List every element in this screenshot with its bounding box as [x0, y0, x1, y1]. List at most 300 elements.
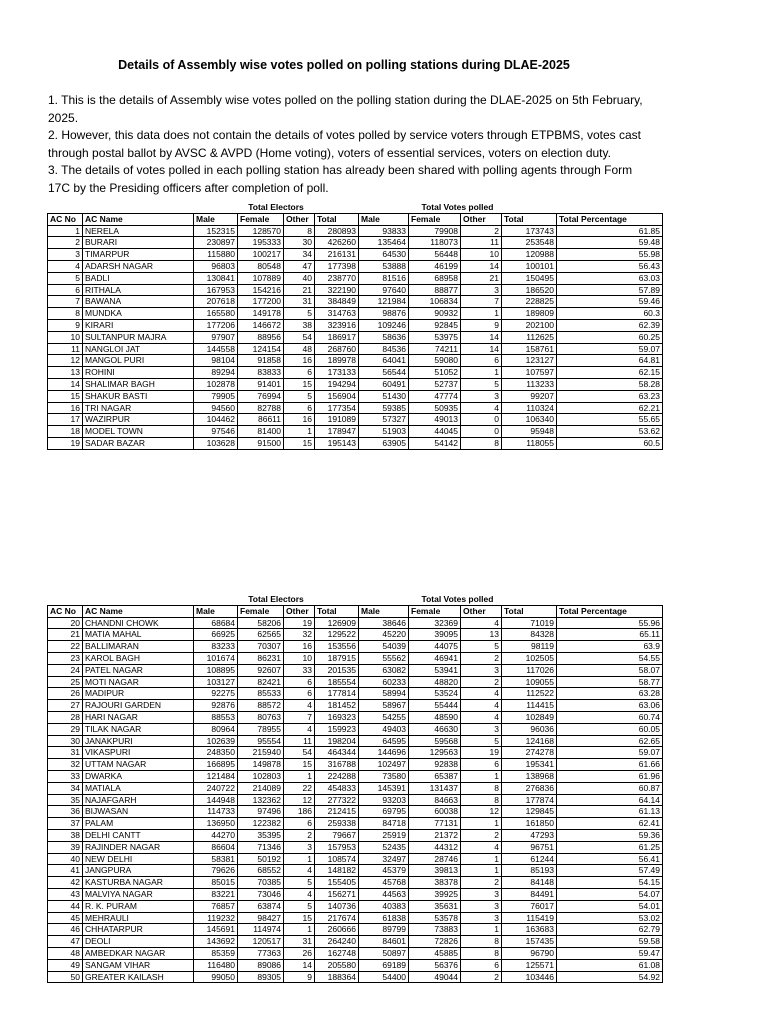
cell-votes-male: 84601: [359, 936, 409, 948]
cell-electors-total: 177814: [315, 688, 359, 700]
cell-votes-other: 2: [461, 971, 502, 983]
table-row: [48, 841, 663, 853]
cell-ac-no: 11: [48, 343, 83, 355]
table-row: [48, 641, 663, 653]
cell-votes-male: 40383: [359, 900, 409, 912]
cell-votes-male: 45379: [359, 865, 409, 877]
cell-votes-female: 92838: [409, 759, 461, 771]
table-row: [48, 367, 663, 379]
cell-votes-male: 109246: [359, 319, 409, 331]
cell-ac-no: 28: [48, 711, 83, 723]
group-header-votes: Total Votes polled: [359, 202, 557, 213]
cell-votes-male: 25919: [359, 829, 409, 841]
cell-total-percentage: 56.41: [557, 853, 663, 865]
note-3: 3. The details of votes polled in each polling station has already been shared with polling agents through Form 17C by the Presiding officers after completion of poll.: [48, 163, 633, 195]
cell-ac-no: 2: [48, 237, 83, 249]
col-electors-other: Other: [284, 605, 315, 617]
cell-votes-female: 50935: [409, 402, 461, 414]
cell-votes-total: 125571: [502, 959, 557, 971]
cell-electors-male: 177206: [194, 319, 238, 331]
col-electors-female: Female: [238, 605, 284, 617]
cell-votes-male: 97640: [359, 284, 409, 296]
cell-ac-name: R. K. PURAM: [83, 900, 194, 912]
cell-ac-no: 8: [48, 308, 83, 320]
cell-electors-male: 85015: [194, 877, 238, 889]
table-row: [48, 735, 663, 747]
notes-block: [48, 92, 648, 197]
cell-electors-female: 71346: [238, 841, 284, 853]
cell-electors-female: 50192: [238, 853, 284, 865]
cell-votes-male: 144696: [359, 747, 409, 759]
cell-total-percentage: 59.07: [557, 747, 663, 759]
cell-votes-other: 0: [461, 426, 502, 438]
cell-votes-male: 135464: [359, 237, 409, 249]
cell-votes-male: 64530: [359, 249, 409, 261]
cell-total-percentage: 64.14: [557, 794, 663, 806]
cell-ac-name: UTTAM NAGAR: [83, 759, 194, 771]
cell-votes-other: 10: [461, 249, 502, 261]
cell-ac-name: BURARI: [83, 237, 194, 249]
cell-electors-total: 177398: [315, 260, 359, 272]
cell-electors-female: 85533: [238, 688, 284, 700]
cell-electors-male: 143692: [194, 936, 238, 948]
cell-votes-female: 52737: [409, 378, 461, 390]
cell-votes-total: 253548: [502, 237, 557, 249]
cell-electors-female: 114974: [238, 924, 284, 936]
cell-votes-total: 276836: [502, 782, 557, 794]
cell-electors-female: 63874: [238, 900, 284, 912]
cell-votes-other: 4: [461, 841, 502, 853]
cell-ac-name: GREATER KAILASH: [83, 971, 194, 983]
table-row: [48, 936, 663, 948]
cell-ac-name: SANGAM VIHAR: [83, 959, 194, 971]
cell-votes-female: 79908: [409, 225, 461, 237]
cell-votes-other: 2: [461, 829, 502, 841]
cell-total-percentage: 63.03: [557, 272, 663, 284]
cell-ac-name: AMBEDKAR NAGAR: [83, 947, 194, 959]
cell-electors-total: 181452: [315, 700, 359, 712]
cell-electors-other: 4: [284, 888, 315, 900]
cell-ac-name: MOTI NAGAR: [83, 676, 194, 688]
cell-votes-other: 3: [461, 390, 502, 402]
cell-ac-no: 9: [48, 319, 83, 331]
cell-electors-male: 83233: [194, 641, 238, 653]
cell-votes-female: 49013: [409, 414, 461, 426]
cell-electors-other: 12: [284, 794, 315, 806]
table-row: [48, 723, 663, 735]
col-total-percentage: Total Percentage: [557, 213, 663, 225]
table-row: [48, 759, 663, 771]
cell-electors-female: 214089: [238, 782, 284, 794]
cell-ac-name: NERELA: [83, 225, 194, 237]
col-votes-male: Male: [359, 213, 409, 225]
cell-electors-other: 54: [284, 747, 315, 759]
cell-ac-name: SADAR BAZAR: [83, 437, 194, 449]
col-votes-total: Total: [502, 605, 557, 617]
cell-ac-no: 5: [48, 272, 83, 284]
cell-votes-female: 46199: [409, 260, 461, 272]
cell-electors-total: 280893: [315, 225, 359, 237]
cell-electors-other: 40: [284, 272, 315, 284]
cell-votes-male: 93203: [359, 794, 409, 806]
cell-votes-other: 9: [461, 319, 502, 331]
cell-ac-no: 50: [48, 971, 83, 983]
assembly-table-2: [47, 594, 663, 983]
cell-electors-female: 215940: [238, 747, 284, 759]
cell-electors-total: 195143: [315, 437, 359, 449]
table-row: [48, 912, 663, 924]
cell-votes-other: 3: [461, 912, 502, 924]
cell-votes-male: 60491: [359, 378, 409, 390]
cell-electors-total: 129522: [315, 629, 359, 641]
cell-ac-no: 25: [48, 676, 83, 688]
cell-electors-male: 92275: [194, 688, 238, 700]
cell-votes-total: 163683: [502, 924, 557, 936]
cell-total-percentage: 54.55: [557, 652, 663, 664]
table-row: [48, 888, 663, 900]
cell-votes-total: 129845: [502, 806, 557, 818]
cell-electors-male: 104462: [194, 414, 238, 426]
cell-ac-no: 18: [48, 426, 83, 438]
cell-ac-no: 37: [48, 818, 83, 830]
table-row: [48, 390, 663, 402]
cell-ac-name: DWARKA: [83, 770, 194, 782]
cell-electors-male: 136950: [194, 818, 238, 830]
cell-ac-no: 24: [48, 664, 83, 676]
cell-total-percentage: 61.66: [557, 759, 663, 771]
cell-electors-female: 68552: [238, 865, 284, 877]
group-header-electors: Total Electors: [194, 594, 359, 605]
table-row: [48, 308, 663, 320]
cell-ac-no: 4: [48, 260, 83, 272]
cell-electors-male: 114733: [194, 806, 238, 818]
cell-electors-total: 186917: [315, 331, 359, 343]
cell-votes-male: 121984: [359, 296, 409, 308]
cell-electors-female: 89086: [238, 959, 284, 971]
col-electors-male: Male: [194, 213, 238, 225]
cell-electors-female: 100217: [238, 249, 284, 261]
cell-electors-female: 35395: [238, 829, 284, 841]
table-row: [48, 971, 663, 983]
cell-votes-other: 2: [461, 676, 502, 688]
cell-electors-female: 195333: [238, 237, 284, 249]
table-row: [48, 688, 663, 700]
cell-ac-no: 14: [48, 378, 83, 390]
cell-electors-total: 259338: [315, 818, 359, 830]
cell-electors-total: 212415: [315, 806, 359, 818]
cell-votes-female: 47774: [409, 390, 461, 402]
cell-ac-name: NANGLOI JAT: [83, 343, 194, 355]
cell-votes-total: 61244: [502, 853, 557, 865]
cell-electors-female: 76994: [238, 390, 284, 402]
cell-electors-other: 38: [284, 319, 315, 331]
cell-electors-other: 15: [284, 759, 315, 771]
cell-ac-no: 36: [48, 806, 83, 818]
cell-votes-male: 52435: [359, 841, 409, 853]
cell-electors-male: 85359: [194, 947, 238, 959]
cell-electors-male: 152315: [194, 225, 238, 237]
cell-electors-other: 5: [284, 308, 315, 320]
cell-votes-total: 100101: [502, 260, 557, 272]
cell-ac-no: 42: [48, 877, 83, 889]
cell-electors-total: 157953: [315, 841, 359, 853]
cell-votes-male: 32497: [359, 853, 409, 865]
col-votes-female: Female: [409, 213, 461, 225]
cell-electors-female: 89305: [238, 971, 284, 983]
cell-votes-female: 46630: [409, 723, 461, 735]
cell-electors-male: 68684: [194, 617, 238, 629]
cell-electors-total: 156904: [315, 390, 359, 402]
cell-electors-male: 167953: [194, 284, 238, 296]
cell-electors-other: 8: [284, 225, 315, 237]
cell-votes-male: 54039: [359, 641, 409, 653]
cell-electors-male: 88553: [194, 711, 238, 723]
cell-votes-other: 1: [461, 853, 502, 865]
cell-electors-total: 162748: [315, 947, 359, 959]
cell-votes-other: 4: [461, 711, 502, 723]
cell-electors-female: 88956: [238, 331, 284, 343]
cell-electors-other: 1: [284, 770, 315, 782]
cell-votes-other: 4: [461, 688, 502, 700]
cell-ac-name: RAJINDER NAGAR: [83, 841, 194, 853]
cell-ac-no: 48: [48, 947, 83, 959]
cell-votes-total: 195341: [502, 759, 557, 771]
cell-votes-total: 157435: [502, 936, 557, 948]
cell-votes-female: 59568: [409, 735, 461, 747]
cell-votes-total: 274278: [502, 747, 557, 759]
cell-votes-female: 54142: [409, 437, 461, 449]
cell-votes-male: 73580: [359, 770, 409, 782]
cell-votes-other: 14: [461, 260, 502, 272]
cell-votes-total: 99207: [502, 390, 557, 402]
cell-electors-male: 207618: [194, 296, 238, 308]
cell-votes-female: 44312: [409, 841, 461, 853]
cell-votes-female: 51052: [409, 367, 461, 379]
cell-electors-other: 16: [284, 414, 315, 426]
cell-votes-other: 1: [461, 818, 502, 830]
col-total-percentage: Total Percentage: [557, 605, 663, 617]
cell-votes-male: 57327: [359, 414, 409, 426]
cell-electors-male: 116480: [194, 959, 238, 971]
cell-votes-total: 95948: [502, 426, 557, 438]
cell-electors-male: 97907: [194, 331, 238, 343]
cell-votes-female: 77131: [409, 818, 461, 830]
cell-votes-other: 1: [461, 308, 502, 320]
cell-ac-name: MATIALA: [83, 782, 194, 794]
cell-votes-total: 96751: [502, 841, 557, 853]
cell-electors-female: 122382: [238, 818, 284, 830]
cell-votes-female: 72826: [409, 936, 461, 948]
table-row: [48, 437, 663, 449]
cell-electors-other: 11: [284, 735, 315, 747]
col-votes-total: Total: [502, 213, 557, 225]
cell-votes-female: 68958: [409, 272, 461, 284]
cell-votes-female: 53578: [409, 912, 461, 924]
cell-electors-other: 3: [284, 841, 315, 853]
cell-electors-total: 323916: [315, 319, 359, 331]
cell-votes-female: 53524: [409, 688, 461, 700]
cell-electors-total: 140736: [315, 900, 359, 912]
cell-electors-total: 384849: [315, 296, 359, 308]
table-row: [48, 284, 663, 296]
cell-electors-male: 166895: [194, 759, 238, 771]
cell-electors-other: 30: [284, 237, 315, 249]
cell-votes-female: 49044: [409, 971, 461, 983]
cell-votes-other: 3: [461, 664, 502, 676]
cell-electors-female: 120517: [238, 936, 284, 948]
cell-votes-female: 28746: [409, 853, 461, 865]
cell-votes-other: 8: [461, 947, 502, 959]
cell-votes-female: 48590: [409, 711, 461, 723]
cell-votes-male: 58994: [359, 688, 409, 700]
cell-votes-male: 81516: [359, 272, 409, 284]
table-row: [48, 794, 663, 806]
cell-votes-total: 124168: [502, 735, 557, 747]
cell-electors-total: 454833: [315, 782, 359, 794]
cell-votes-female: 60038: [409, 806, 461, 818]
cell-votes-total: 76017: [502, 900, 557, 912]
cell-electors-male: 240722: [194, 782, 238, 794]
cell-total-percentage: 63.9: [557, 641, 663, 653]
cell-electors-male: 103628: [194, 437, 238, 449]
cell-ac-name: BADLI: [83, 272, 194, 284]
cell-total-percentage: 58.07: [557, 664, 663, 676]
col-votes-female: Female: [409, 605, 461, 617]
cell-electors-total: 224288: [315, 770, 359, 782]
cell-votes-other: 8: [461, 437, 502, 449]
cell-votes-female: 38378: [409, 877, 461, 889]
cell-votes-female: 65387: [409, 770, 461, 782]
cell-votes-total: 114415: [502, 700, 557, 712]
cell-ac-no: 17: [48, 414, 83, 426]
cell-electors-other: 5: [284, 390, 315, 402]
table-row: [48, 959, 663, 971]
cell-votes-other: 1: [461, 924, 502, 936]
cell-votes-female: 46941: [409, 652, 461, 664]
cell-electors-total: 198204: [315, 735, 359, 747]
cell-electors-other: 31: [284, 936, 315, 948]
cell-votes-male: 45768: [359, 877, 409, 889]
table-row: [48, 947, 663, 959]
cell-electors-female: 70307: [238, 641, 284, 653]
cell-ac-no: 3: [48, 249, 83, 261]
table-row: [48, 319, 663, 331]
cell-electors-male: 58381: [194, 853, 238, 865]
cell-votes-male: 58967: [359, 700, 409, 712]
cell-electors-male: 102878: [194, 378, 238, 390]
cell-votes-male: 55562: [359, 652, 409, 664]
col-electors-total: Total: [315, 213, 359, 225]
cell-electors-male: 165580: [194, 308, 238, 320]
cell-ac-name: BALLIMARAN: [83, 641, 194, 653]
cell-ac-no: 26: [48, 688, 83, 700]
group-header-electors: Total Electors: [194, 202, 359, 213]
cell-electors-male: 92876: [194, 700, 238, 712]
cell-electors-female: 91858: [238, 355, 284, 367]
cell-votes-total: 113233: [502, 378, 557, 390]
cell-total-percentage: 60.05: [557, 723, 663, 735]
cell-votes-other: 5: [461, 735, 502, 747]
cell-votes-female: 39813: [409, 865, 461, 877]
cell-ac-no: 20: [48, 617, 83, 629]
cell-electors-female: 92607: [238, 664, 284, 676]
table-row: [48, 414, 663, 426]
cell-total-percentage: 59.47: [557, 947, 663, 959]
cell-electors-other: 4: [284, 723, 315, 735]
cell-electors-other: 1: [284, 924, 315, 936]
cell-electors-male: 83221: [194, 888, 238, 900]
cell-votes-total: 98119: [502, 641, 557, 653]
cell-total-percentage: 61.85: [557, 225, 663, 237]
cell-electors-total: 216131: [315, 249, 359, 261]
cell-electors-other: 6: [284, 688, 315, 700]
cell-votes-male: 64595: [359, 735, 409, 747]
col-electors-other: Other: [284, 213, 315, 225]
cell-total-percentage: 61.13: [557, 806, 663, 818]
cell-votes-other: 3: [461, 888, 502, 900]
note-1: 1. This is the details of Assembly wise votes polled on the polling station during the DLAE-2025 on 5th February, 2025.: [48, 93, 643, 125]
cell-electors-male: 79905: [194, 390, 238, 402]
cell-ac-no: 38: [48, 829, 83, 841]
cell-electors-total: 156271: [315, 888, 359, 900]
cell-total-percentage: 53.62: [557, 426, 663, 438]
cell-ac-no: 30: [48, 735, 83, 747]
cell-total-percentage: 57.49: [557, 865, 663, 877]
cell-total-percentage: 65.11: [557, 629, 663, 641]
cell-votes-other: 6: [461, 355, 502, 367]
table-row: [48, 378, 663, 390]
cell-electors-male: 44270: [194, 829, 238, 841]
cell-ac-no: 40: [48, 853, 83, 865]
table-row: [48, 711, 663, 723]
cell-electors-total: 153556: [315, 641, 359, 653]
cell-ac-no: 47: [48, 936, 83, 948]
cell-votes-total: 189809: [502, 308, 557, 320]
cell-electors-other: 2: [284, 829, 315, 841]
cell-votes-other: 1: [461, 770, 502, 782]
cell-votes-total: 106340: [502, 414, 557, 426]
cell-votes-male: 53888: [359, 260, 409, 272]
cell-total-percentage: 55.98: [557, 249, 663, 261]
cell-ac-name: MANGOL PURI: [83, 355, 194, 367]
cell-electors-female: 149178: [238, 308, 284, 320]
cell-total-percentage: 64.81: [557, 355, 663, 367]
cell-votes-female: 59080: [409, 355, 461, 367]
cell-electors-other: 4: [284, 865, 315, 877]
cell-votes-other: 1: [461, 367, 502, 379]
cell-electors-other: 10: [284, 652, 315, 664]
cell-votes-male: 50897: [359, 947, 409, 959]
table-row: [48, 747, 663, 759]
cell-votes-total: 102849: [502, 711, 557, 723]
cell-ac-name: RITHALA: [83, 284, 194, 296]
cell-votes-female: 88877: [409, 284, 461, 296]
cell-total-percentage: 62.79: [557, 924, 663, 936]
cell-votes-female: 44075: [409, 641, 461, 653]
group-header-row: [48, 594, 663, 605]
cell-ac-name: NAJAFGARH: [83, 794, 194, 806]
cell-electors-other: 15: [284, 378, 315, 390]
cell-total-percentage: 59.36: [557, 829, 663, 841]
cell-total-percentage: 55.65: [557, 414, 663, 426]
cell-votes-other: 14: [461, 343, 502, 355]
cell-votes-other: 6: [461, 959, 502, 971]
cell-ac-name: PATEL NAGAR: [83, 664, 194, 676]
cell-total-percentage: 58.28: [557, 378, 663, 390]
cell-ac-no: 44: [48, 900, 83, 912]
table-row: [48, 853, 663, 865]
cell-ac-no: 32: [48, 759, 83, 771]
